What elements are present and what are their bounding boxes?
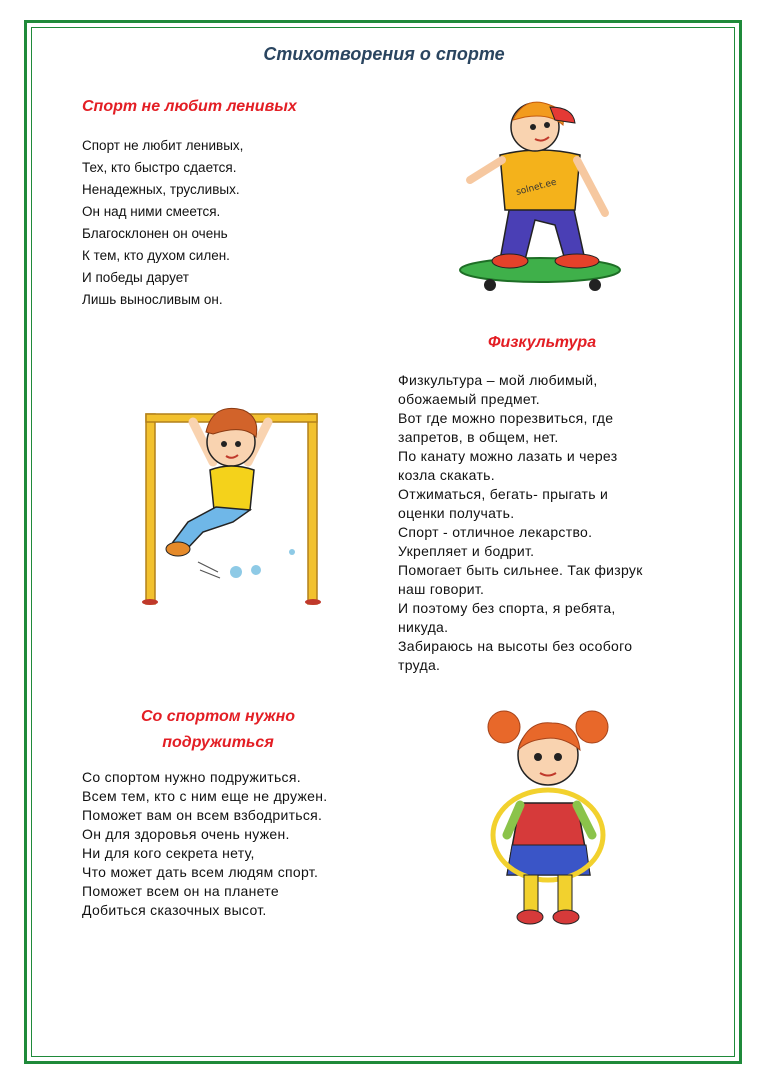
poem-line: никуда.	[398, 619, 449, 635]
pullup-bar-illustration	[138, 392, 328, 607]
girl-with-hoop-illustration	[482, 705, 617, 930]
poem-line: Тех, кто быстро сдается.	[82, 160, 237, 175]
poem-line: Поможет всем он на планете	[82, 883, 279, 899]
poem-3-title-line-2: подружиться	[162, 734, 274, 751]
poem-line: Укрепляет и бодрит.	[398, 543, 535, 559]
poem-line: Спорт - отличное лекарство.	[398, 524, 593, 540]
poem-1-text	[82, 135, 243, 311]
poem-line: козла скакать.	[398, 467, 495, 483]
poem-3-text	[82, 768, 327, 920]
poem-line: наш говорит.	[398, 581, 485, 597]
poem-line: Отжиматься, бегать- прыгать и	[398, 486, 609, 502]
poem-line: Благосклонен он очень	[82, 226, 228, 241]
poem-line: Что может дать всем людям спорт.	[82, 864, 319, 880]
poem-line: Помогает быть сильнее. Так физрук	[398, 562, 643, 578]
poem-line: оценки получать.	[398, 505, 515, 521]
poem-line: И победы дарует	[82, 270, 189, 285]
poem-line: Физкультура – мой любимый,	[398, 372, 598, 388]
poem-2-title: Физкультура	[488, 334, 597, 351]
poem-line: Поможет вам он всем взбодриться.	[82, 807, 323, 823]
poem-line: Вот где можно порезвиться, где	[398, 410, 614, 426]
poem-line: Он для здоровья очень нужен.	[82, 826, 290, 842]
poem-line: По канату можно лазать и через	[398, 448, 618, 464]
poem-line: Ненадежных, трусливых.	[82, 182, 240, 197]
poem-line: К тем, кто духом силен.	[82, 248, 230, 263]
poem-line: Добиться сказочных высот.	[82, 902, 267, 918]
poem-1-title: Спорт не любит ленивых	[82, 98, 297, 115]
poem-line: труда.	[398, 657, 441, 673]
poem-line: обожаемый предмет.	[398, 391, 540, 407]
poem-line: И поэтому без спорта, я ребята,	[398, 600, 616, 616]
poem-line: запретов, в общем, нет.	[398, 429, 559, 445]
poem-line: Забираюсь на высоты без особого	[398, 638, 633, 654]
poem-3-title-line-1: Со спортом нужно	[140, 708, 296, 725]
poem-line: Лишь выносливым он.	[82, 292, 223, 307]
page-title: Стихотворения о спорте	[263, 44, 505, 64]
poem-2-text	[398, 371, 643, 675]
shirt-text: solnet.ee	[515, 177, 558, 198]
poem-line: Ни для кого секрета нету,	[82, 845, 255, 861]
skateboarder-illustration	[455, 95, 630, 295]
poem-line: Всем тем, кто с ним еще не дружен.	[82, 788, 328, 804]
poem-line: Он над ними смеется.	[82, 204, 221, 219]
poem-line: Со спортом нужно подружиться.	[82, 769, 301, 785]
poem-line: Спорт не любит ленивых,	[82, 138, 244, 153]
